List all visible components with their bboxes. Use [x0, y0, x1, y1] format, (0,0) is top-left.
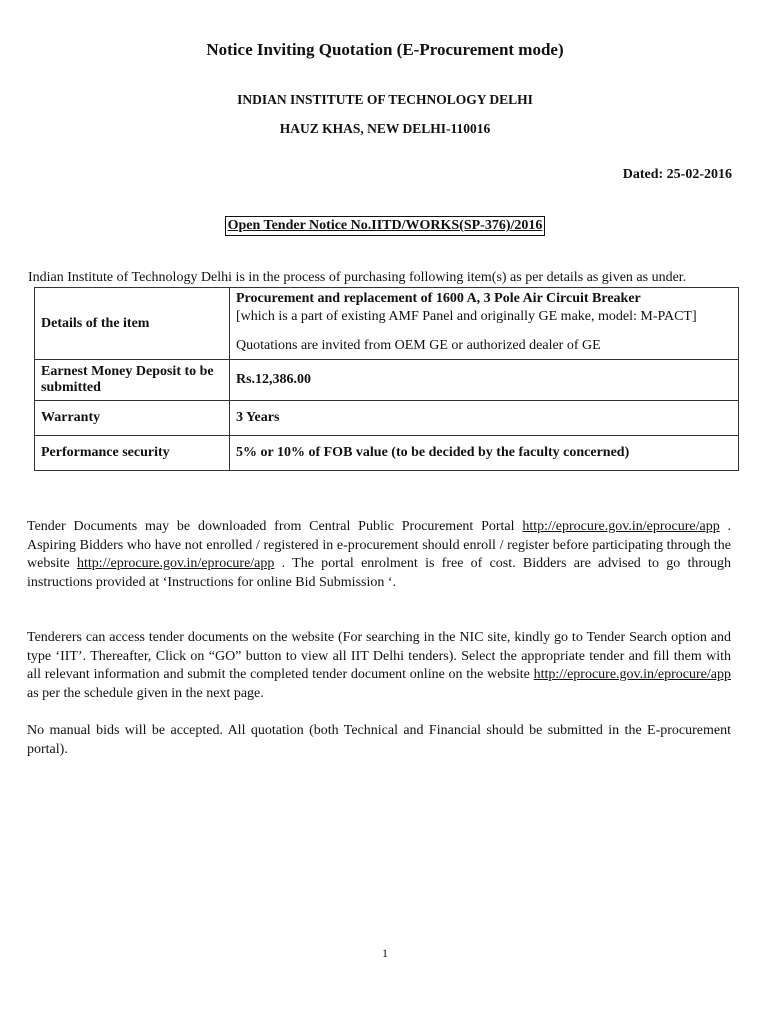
para1-text-b: . Aspiring Bidders who have not enrolled / registered in e-procurement should enroll / register before participating through the website — [27, 519, 732, 571]
item-quote: Quotations are invited from OEM GE or authorized dealer of GE — [236, 338, 601, 353]
table-row — [35, 360, 739, 401]
date-line: Dated: 25-02-2016 — [622, 167, 732, 182]
table-row — [35, 401, 739, 436]
para2-text-b: as per the schedule given in the next page. — [27, 685, 264, 701]
warranty-label: Warranty — [35, 401, 230, 436]
institute-name: INDIAN INSTITUTE OF TECHNOLOGY DELHI — [237, 92, 533, 107]
item-title: Procurement and replacement of 1600 A, 3 Pole Air Circuit Breaker — [236, 291, 641, 306]
table-row — [35, 436, 739, 471]
para1-text-a: Tender Documents may be downloaded from Central Public Procurement Portal — [27, 519, 523, 534]
paragraph-download — [27, 518, 731, 592]
eprocure-link[interactable]: http://eprocure.gov.in/eprocure/app — [522, 519, 720, 534]
table-row — [35, 288, 739, 360]
page-number: 1 — [382, 946, 388, 960]
institute-address: HAUZ KHAS, NEW DELHI-110016 — [279, 121, 491, 136]
eprocure-link[interactable]: http://eprocure.gov.in/eprocure/app — [77, 556, 275, 571]
paragraph-no-manual-bids: No manual bids will be accepted. All quotation (both Technical and Financial should be submitted in the E-procurement portal). — [27, 723, 731, 757]
emd-label: Earnest Money Deposit to be submitted — [35, 360, 230, 401]
tender-number-box — [0, 216, 770, 236]
paragraph-access — [27, 629, 731, 703]
emd-value: Rs.12,386.00 — [230, 360, 739, 401]
tender-number: Open Tender Notice No.IITD/WORKS(SP-376)/2016 — [225, 216, 546, 236]
item-label: Details of the item — [35, 288, 230, 360]
warranty-value: 3 Years — [230, 401, 739, 436]
performance-value: 5% or 10% of FOB value (to be decided by the faculty concerned) — [230, 436, 739, 471]
performance-label: Performance security — [35, 436, 230, 471]
item-details-cell — [230, 288, 739, 360]
para1-text-c: . The portal enrolment is free of cost. Bidders are advised to go through instructions provided at ‘Instructions for online Bid Submission ‘. — [27, 556, 731, 590]
para2-text-a: Tenderers can access tender documents on the website (For searching in the NIC site, kindly go to Tender Search option and type ‘IIT’. Thereafter, Click on “GO” button to view all IIT Delhi tenders). Select the appropriate tender and fill them with all relevant information and submit the completed tender document online on the website — [27, 630, 731, 682]
page-title: Notice Inviting Quotation (E-Procurement mode) — [206, 40, 564, 59]
eprocure-link[interactable]: http://eprocure.gov.in/eprocure/app — [533, 667, 731, 682]
intro-text: Indian Institute of Technology Delhi is in the process of purchasing following item(s) as per details as given as under. — [28, 270, 687, 285]
item-note: [which is a part of existing AMF Panel and originally GE make, model: M-PACT] — [236, 309, 697, 324]
details-table — [34, 287, 739, 471]
